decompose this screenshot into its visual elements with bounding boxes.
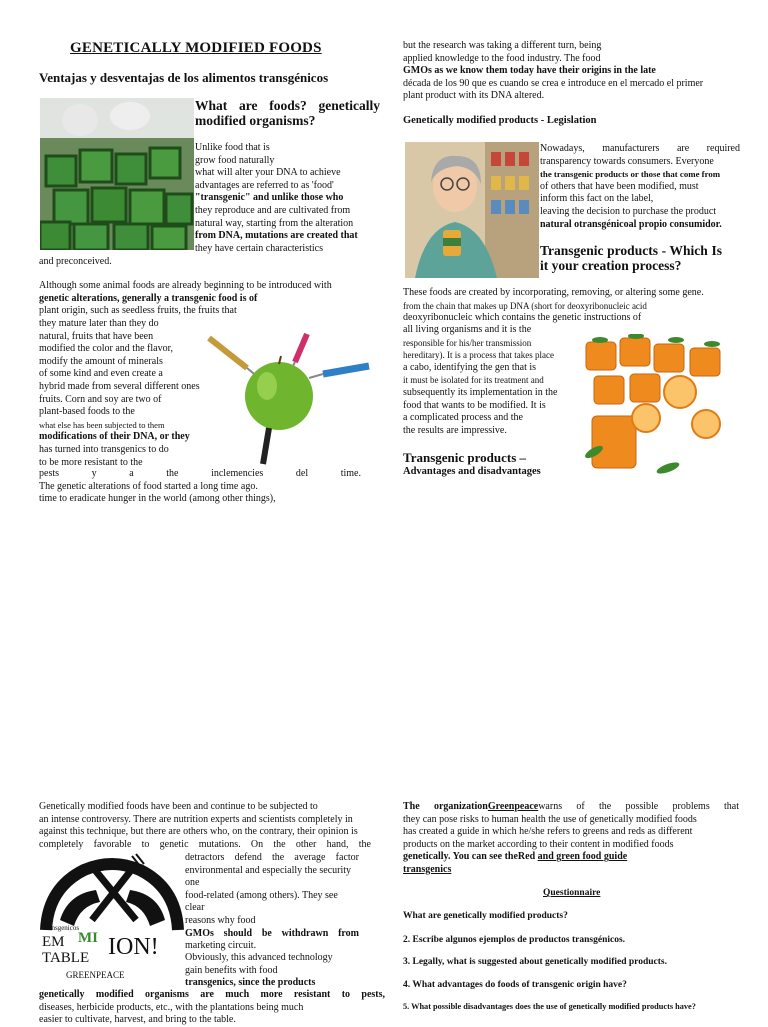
creation-process-paragraph-narrow: all living organisms and it is the responsible for his/her transmission hereditary). It is a process that takes place a cabo, identifying the gen that is it must be isolated for its treatment and subsequently its implementation in the food that wants to be modified. It is a complicated process and the the results are impressive. xyxy=(403,324,558,436)
woman-reading-label-photo xyxy=(405,142,539,278)
question-3: 3. Legally, what is suggested about genetically modified products. xyxy=(403,957,667,967)
question-1: What are genetically modified products? xyxy=(403,911,568,921)
heading-legislation: Genetically modified products - Legislation xyxy=(403,115,597,126)
food-guide-link[interactable]: and green food guide xyxy=(537,851,628,863)
apple-syringes-photo xyxy=(203,328,371,466)
square-watermelons-photo xyxy=(40,98,194,250)
question-4: 4. What advantages do foods of transgenic origin have? xyxy=(403,980,627,990)
detractors-paragraph: detractors defend the average factor environmental and especially the security one food-related (among others). They see clear reasons why food GMOs should be withdrawn from marketing circuit. xyxy=(185,852,359,952)
transgenic-food-paragraph-narrow: they mature later than they do natural, fruits that have been modified the color and the flavor, modify the amount of minerals of some kind and even create a hybrid made from several different ones fruits. Corn and soy are two of plant-based foods to the what else has been subjected to them modifications of their DNA, or they has turned into transgenics to do to be more resistant to the xyxy=(39,318,200,468)
fork-knife-icon xyxy=(40,850,185,934)
heading-advantages: Transgenic products – Advantages and disadvantages xyxy=(403,450,541,477)
square-oranges-photo xyxy=(580,334,738,480)
benefits-paragraph-wide: genetically modified organisms are much more resistant to pests, diseases, herbicide products, etc., with the plantations being much easier to cultivate, harvest, and bring to the table. xyxy=(39,989,385,1026)
heading-what-are-gmos: What are foods? genetically modified organisms? xyxy=(195,98,380,128)
creation-process-paragraph-wide: These foods are created by incorporating, removing, or altering some gene. from the chain that makes up DNA (short for deoxyribonucleic acid deoxyribonucleic which contains the genetic instructions of xyxy=(403,287,704,324)
intro-paragraph-tail: and preconceived. xyxy=(39,256,112,267)
legislation-paragraph: Nowadays, manufacturers are required transparency towards consumers. Everyone the transgenic products or those that come from of others that have been modified, must inform this fact on the label, leaving the decision to purchase the product natural otransgénicoal propio consumidor. xyxy=(540,143,740,230)
page-subtitle: Ventajas y desventajas de los alimentos transgénicos xyxy=(39,70,329,85)
transgenic-food-paragraph: Although some animal foods are already beginning to be introduced with genetic alterations, generally a transgenic food is of plant origin, such as seedless fruits, the fruits that xyxy=(39,280,332,317)
heading-creation-process: Transgenic products - Which Is it your creation process? xyxy=(540,243,722,273)
greenpeace-paragraph: The organizationGreenpeacewarns of the possible problems that they can pose risks to human health the use of genetically modified foods has created a guide in which he/she refers to greens and reds as different products on the market according to their content in modified foods genetically. You can see theRed and green food guide transgenics xyxy=(403,801,740,875)
greenpeace-campaign-logo: Transgenicos EM MI ION! TABLE GREENPEACE xyxy=(40,850,185,985)
intro-paragraph: Unlike food that is grow food naturally what will alter your DNA to achieve advantages are referred to as 'food' "transgenic" and unlike those who they reproduce and are cultivated from natural way, starting from the alteration from DNA, mutations are created that they have certain characteristics xyxy=(195,142,358,254)
history-paragraph: but the research was taking a different turn, being applied knowledge to the food industry. The food GMOs as we know them today have their origins in the late década de los 90 que es cuando se crea e introduce en el mercado el primer plant product with its DNA altered. xyxy=(403,40,704,102)
page-title: GENETICALLY MODIFIED FOODS xyxy=(70,40,322,56)
question-5: 5. What possible disadvantages does the use of genetically modified products have? xyxy=(403,1002,696,1011)
benefits-paragraph-narrow: Obviously, this advanced technology gain benefits with food transgenics, since the products xyxy=(185,952,333,989)
controversy-paragraph: Genetically modified foods have been and continue to be subjected to an intense controversy. There are nutrition experts and scientists completely in against this technique, but there are others who, on the contrary, their opinion is completely favorable to genetic mutations. On the other hand, the xyxy=(39,801,371,850)
questionnaire-title: Questionnaire xyxy=(543,888,601,898)
question-2: 2. Escribe algunos ejemplos de productos transgénicos. xyxy=(403,935,626,945)
transgenic-food-paragraph-end: pests y a the inclemencies del time. The genetic alterations of food started a long time ago. time to eradicate hunger in the world (among other things), xyxy=(39,468,361,505)
transgenics-link[interactable]: transgenics xyxy=(403,863,452,875)
